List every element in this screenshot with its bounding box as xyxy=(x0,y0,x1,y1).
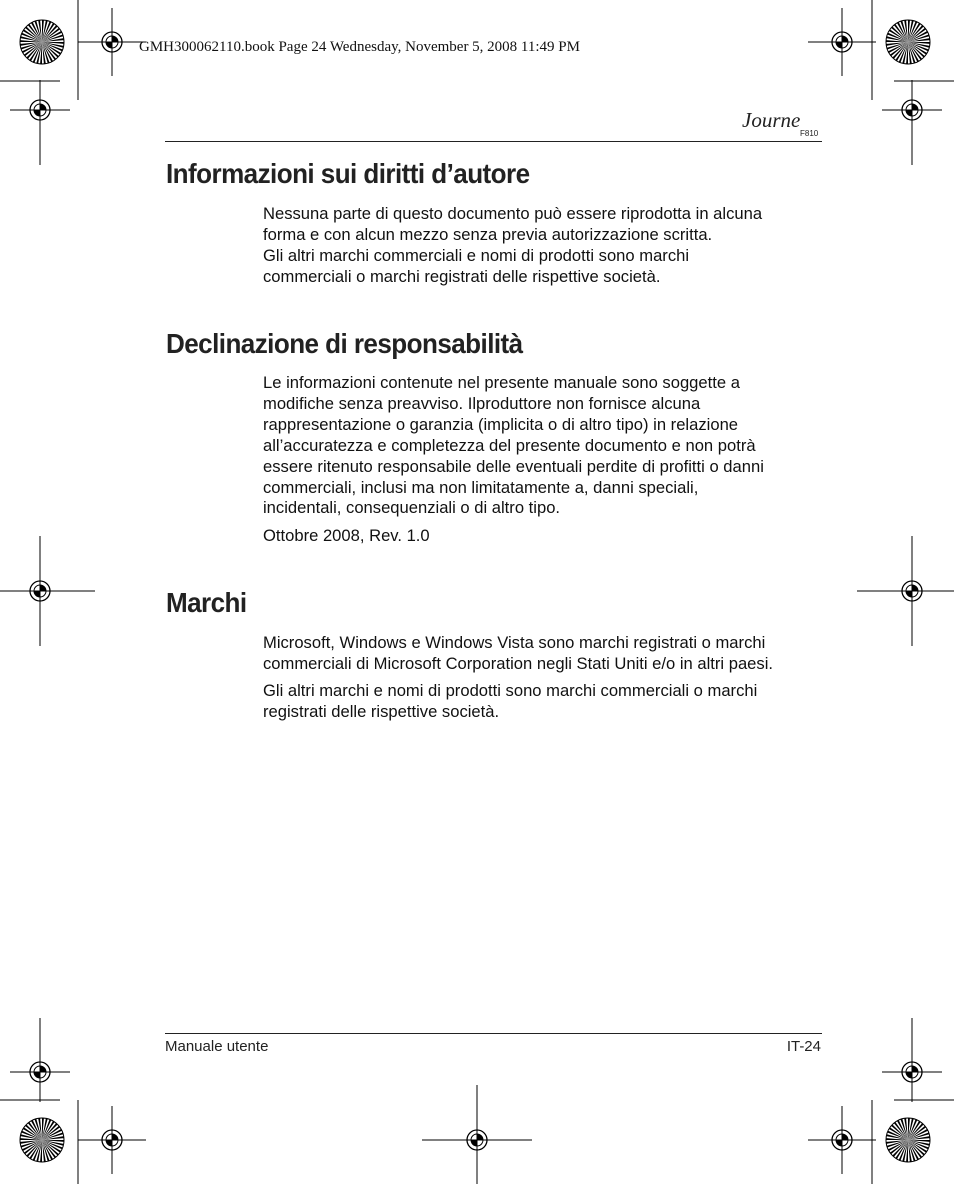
starburst-icon xyxy=(20,20,64,64)
registration-target-icon xyxy=(10,1042,70,1102)
registration-target-icon xyxy=(808,8,876,76)
registration-target-icon xyxy=(0,536,95,646)
header-rule xyxy=(165,141,822,142)
registration-target-icon xyxy=(882,80,942,140)
registration-target-icon xyxy=(808,1106,876,1174)
starburst-icon xyxy=(886,1118,930,1162)
starburst-icon xyxy=(886,20,930,64)
text-line: all’accuratezza e completezza del presente documento e non potrà xyxy=(263,435,756,455)
text-line: modifiche senza preavviso. Ilproduttore non fornisce alcuna xyxy=(263,393,701,413)
registration-target-icon xyxy=(422,1085,532,1184)
registration-target-icon xyxy=(10,80,70,140)
trademarks-paragraph-2 xyxy=(263,681,829,723)
registration-target-icon xyxy=(78,8,146,76)
text-line: commerciali o marchi registrati delle rispettive società. xyxy=(263,266,661,286)
journe-logo: Journe xyxy=(742,108,801,132)
copyright-text xyxy=(263,204,829,288)
text-line: registrati delle rispettive società. xyxy=(263,701,500,721)
text-line: rappresentazione o garanzia (implicita o di altro tipo) in relazione xyxy=(263,414,739,434)
text-line: Microsoft, Windows e Windows Vista sono marchi registrati o marchi xyxy=(263,633,766,652)
text-line: Gli altri marchi e nomi di prodotti sono marchi commerciali o marchi xyxy=(263,681,758,700)
registration-target-icon xyxy=(78,1106,146,1174)
starburst-icon xyxy=(20,1118,64,1162)
text-line: forma e con alcun mezzo senza previa autorizzazione scritta. xyxy=(263,224,713,244)
footer-page-number: IT-24 xyxy=(786,1038,821,1055)
text-line: commerciali, inclusi ma non limitatamente a, danni speciali, xyxy=(263,477,699,497)
section-title-trademarks: Marchi xyxy=(166,587,247,618)
text-line: incidentali, consequenziali o di altro tipo. xyxy=(263,498,561,518)
text-line: Gli altri marchi commerciali e nomi di prodotti sono marchi xyxy=(263,245,690,265)
registration-target-icon xyxy=(882,1042,942,1102)
text-line: essere ritenuto responsabile delle eventuali perdite di profitti o danni xyxy=(263,456,764,476)
text-line: Le informazioni contenute nel presente manuale sono soggette a xyxy=(263,373,740,392)
disclaimer-text xyxy=(263,373,829,519)
print-info-line: GMH300062110.book Page 24 Wednesday, November 5, 2008 11:49 PM xyxy=(139,39,580,55)
text-line: commerciali di Microsoft Corporation negli Stati Uniti e/o in altri paesi. xyxy=(263,653,773,673)
section-title-copyright: Informazioni sui diritti d’autore xyxy=(166,158,530,189)
trademarks-paragraph-1 xyxy=(263,633,829,675)
footer-manual-label: Manuale utente xyxy=(165,1038,269,1055)
footer-rule xyxy=(165,1033,822,1034)
section-title-disclaimer: Declinazione di responsabilità xyxy=(166,328,523,359)
registration-target-icon xyxy=(857,536,954,646)
model-number: F810 xyxy=(800,129,819,138)
text-line: Nessuna parte di questo documento può essere riprodotta in alcuna xyxy=(263,204,763,223)
revision-date: Ottobre 2008, Rev. 1.0 xyxy=(263,526,430,545)
